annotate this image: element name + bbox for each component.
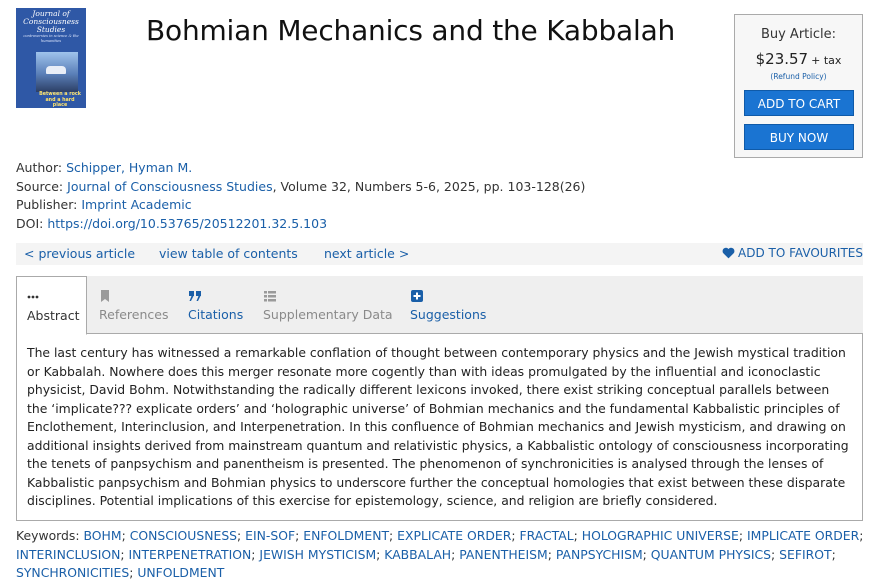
keyword-link[interactable]: PANPSYCHISM [555,546,643,562]
source-details: , Volume 32, Numbers 5-6, 2025, pp. 103-128(26) [272,178,586,194]
keyword-link[interactable]: INTERINCLUSION [16,546,121,562]
doi-label: DOI: [16,215,44,231]
publisher-label: Publisher: [16,197,78,212]
tab-supplementary-data-label: Supplementary Data [263,307,393,322]
keyword-link[interactable]: CONSCIOUSNESS [129,528,238,543]
tab-bar [16,276,863,334]
keyword-link[interactable]: QUANTUM PHYSICS [650,546,772,562]
tab-suggestions[interactable] [400,276,490,334]
article-navigation [16,243,863,265]
author-link[interactable]: Schipper, Hyman M. [66,160,193,175]
keywords [16,527,866,583]
cover-journal-title: Journal of Consciousness Studies [23,9,79,34]
bookmark-icon [99,289,113,303]
keyword-link[interactable]: JEWISH MYSTICISM [259,546,377,562]
source-journal-link[interactable]: Journal of Consciousness Studies [67,178,273,194]
buy-article-box [734,14,863,158]
keyword-link[interactable]: KABBALAH [384,546,452,562]
publisher-row [16,196,585,215]
refund-policy-link[interactable]: (Refund Policy) [770,72,827,81]
table-of-contents-link[interactable]: view table of contents [159,246,298,261]
add-to-cart-button[interactable]: ADD TO CART [744,90,854,116]
keyword-link[interactable]: EXPLICATE ORDER [397,528,512,543]
tab-references-label: References [99,307,169,322]
tab-abstract-label: Abstract [27,308,80,323]
keyword-link[interactable]: ENFOLDMENT [303,528,390,543]
ellipsis-icon [27,290,41,304]
tax-label: + tax [811,54,842,67]
next-article-link[interactable]: next article > [324,246,410,261]
abstract-panel [16,334,863,521]
keyword-link[interactable]: EIN-SOF [245,528,296,543]
keyword-link[interactable]: IMPLICATE ORDER [747,528,860,543]
keyword-link[interactable]: BOHM [83,528,122,543]
keyword-link[interactable]: PANENTHEISM [459,546,548,562]
keyword-link[interactable]: INTERPENETRATION [128,546,252,562]
tab-references[interactable] [89,276,177,334]
source-label: Source: [16,178,64,194]
buy-article-label: Buy Article: [760,27,837,42]
journal-cover[interactable] [16,8,86,108]
keyword-link[interactable]: SYNCHRONICITIES [16,565,130,580]
doi-row [16,215,585,234]
buy-now-button[interactable]: BUY NOW [744,124,854,150]
list-icon [263,289,277,303]
article-metadata [16,159,585,233]
doi-link[interactable]: https://doi.org/10.53765/20512201.32.5.103 [47,215,328,231]
tab-citations[interactable] [178,276,250,334]
keyword-link[interactable]: UNFOLDMENT [137,565,225,580]
cover-image [36,52,78,92]
source-row [16,178,585,197]
heart-icon [722,247,735,259]
previous-article-link[interactable]: < previous article [24,246,136,261]
keywords-list: BOHM; CONSCIOUSNESS; EIN-SOF; ENFOLDMENT; EXPLICATE ORDER; FRACTAL; HOLOGRAPHIC UNIVERSE; IMPLICATE ORDER; INTERINCLUSION; INTERPENETRATION; JEWISH MYSTICISM; KABBALAH; PANENTHEISM; PANPSYCHISM; QUANTUM PHYSICS; SEFIROT; SYNCHRONICITIES; UNFOLDMENT [16,528,864,580]
cover-subtitle: controversies in science & the humanities [23,34,79,43]
cover-tagline: Between a rock and a hard place [39,92,81,108]
publisher-link[interactable]: Imprint Academic [81,197,192,212]
add-to-favourites-label: ADD TO FAVOURITES [738,246,863,260]
price-value: $23.57 [755,50,809,68]
tab-citations-label: Citations [188,307,244,322]
add-to-favourites-link[interactable] [722,246,863,260]
tab-suggestions-label: Suggestions [410,307,487,322]
tab-supplementary-data[interactable] [253,276,393,334]
keyword-link[interactable]: HOLOGRAPHIC UNIVERSE [581,528,739,543]
quote-icon [188,289,202,303]
tab-abstract[interactable] [16,276,87,335]
article-title: Bohmian Mechanics and the Kabbalah [146,14,676,47]
plus-square-icon [410,289,424,303]
keywords-label: Keywords: [16,528,80,543]
author-row [16,159,585,178]
keyword-link[interactable]: FRACTAL [519,528,574,543]
author-label: Author: [16,160,63,175]
keyword-link[interactable]: SEFIROT [779,546,832,562]
abstract-text: The last century has witnessed a remarkable conflation of thought between contemporary physics and the Jewish mystical tradition or Kabbalah. Nowhere does this merger resonate more cogently than with ideas promulgated by the influential and iconoclastic physicist, David Bohm. Notwithstanding the radically different lexicons invoked, there exist striking conceptual parallels between the ‘implicate??? explicate orders’ and ‘holographic universe’ of Bohmian mechanics and the fundamental Kabbalistic principles of Enclothement, Interinclusion, and Interpenetration. In this confluence of Bohmian mechanics and Jewish mysticism, and drawing on additional insights derived from mainstream quantum and relativistic physics, a Kabbalistic ontology of consciousness incorporating the tenets of panpsychism and panentheism is presented. The phenomenon of synchronicities is analysed through the lenses of Kabbalistic panpsychism and Bohmian physics to underscore further the conceptual homologies that exist between these disparate disciplines. Potential implications of this exercise for epistemology, science, and religion are briefly considered. [27,345,849,508]
price [735,50,862,68]
